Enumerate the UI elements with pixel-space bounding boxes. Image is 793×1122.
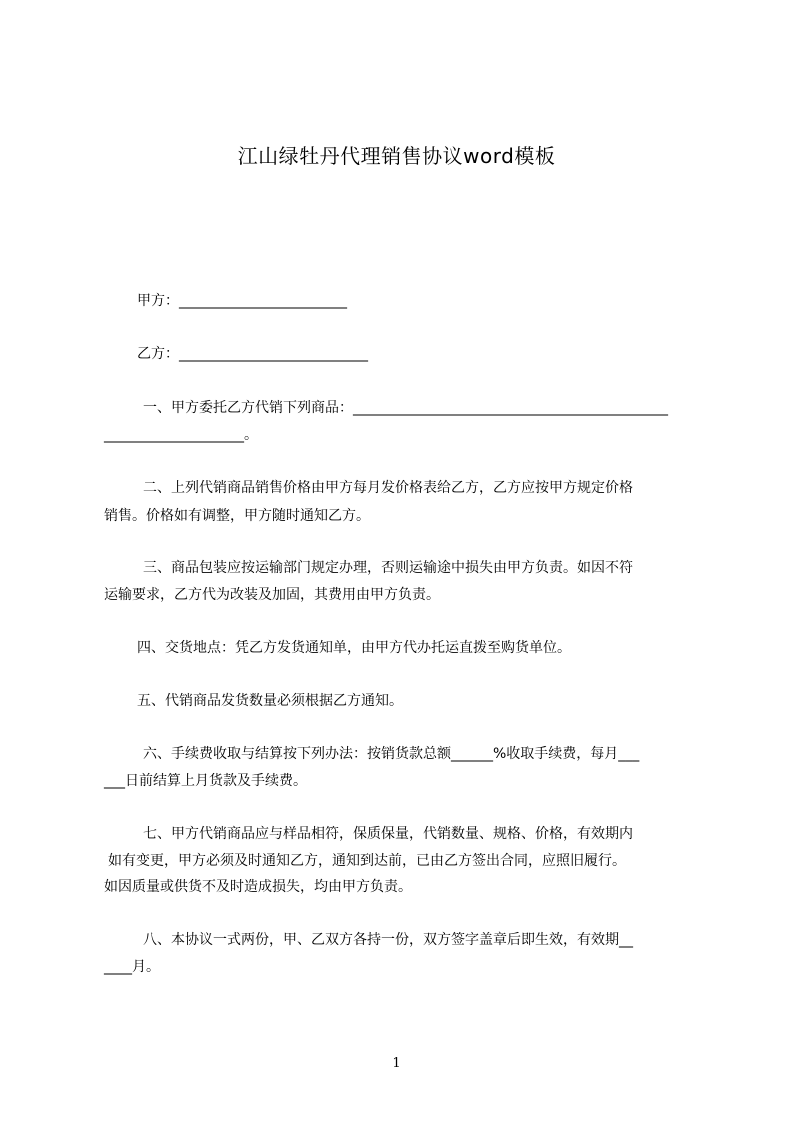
page-number: 1 xyxy=(392,1056,401,1071)
clause-5: 五、代销商品发货数量必须根据乙方通知。 xyxy=(137,693,403,709)
party-b-line xyxy=(137,344,368,364)
clause-4: 四、交货地点：凭乙方发货通知单，由甲方代办托运直拨至购货单位。 xyxy=(137,640,571,656)
clause-2-line-1: 二、上列代销商品销售价格由甲方每月发价格表给乙方，乙方应按甲方规定价格 xyxy=(143,480,633,496)
clause-1-line-2: ____________________。 xyxy=(104,427,258,443)
clause-2-line-2: 销售。价格如有调整，甲方随时通知乙方。 xyxy=(104,508,370,524)
clause-8-line-2: ____月。 xyxy=(104,959,160,975)
party-a-label: 甲方： xyxy=(137,293,179,309)
clause-7-line-1: 七、甲方代销商品应与样品相符，保质保量，代销数量、规格、价格，有效期内 xyxy=(143,826,633,842)
party-b-blank: ___________________________ xyxy=(179,346,368,362)
clause-8-line-1: 八、本协议一式两份，甲、乙双方各持一份，双方签字盖章后即生效，有效期__ xyxy=(143,932,633,948)
clause-3-line-2: 运输要求，乙方代为改装及加固，其费用由甲方负责。 xyxy=(104,587,440,603)
clause-3-line-1: 三、商品包装应按运输部门规定办理，否则运输途中损失由甲方负责。如因不符 xyxy=(143,560,633,576)
party-a-line xyxy=(137,291,347,311)
clause-1-line-1: 一、甲方委托乙方代销下列商品：_____________________________________________ xyxy=(143,400,668,416)
party-b-label: 乙方： xyxy=(137,346,179,362)
clause-6-line-1: 六、手续费收取与结算按下列办法：按销货款总额______%收取手续费，每月___ xyxy=(143,746,640,762)
clause-6-line-2: ___日前结算上月货款及手续费。 xyxy=(104,773,307,789)
clause-7-line-2: 如有变更，甲方必须及时通知乙方，通知到达前，已由乙方签出合同，应照旧履行。 xyxy=(108,853,626,869)
clause-7-line-3: 如因质量或供货不及时造成损失，均由甲方负责。 xyxy=(104,879,412,895)
document-title: 江山绿牡丹代理销售协议word模板 xyxy=(237,144,556,168)
party-a-blank: ________________________ xyxy=(179,293,347,309)
